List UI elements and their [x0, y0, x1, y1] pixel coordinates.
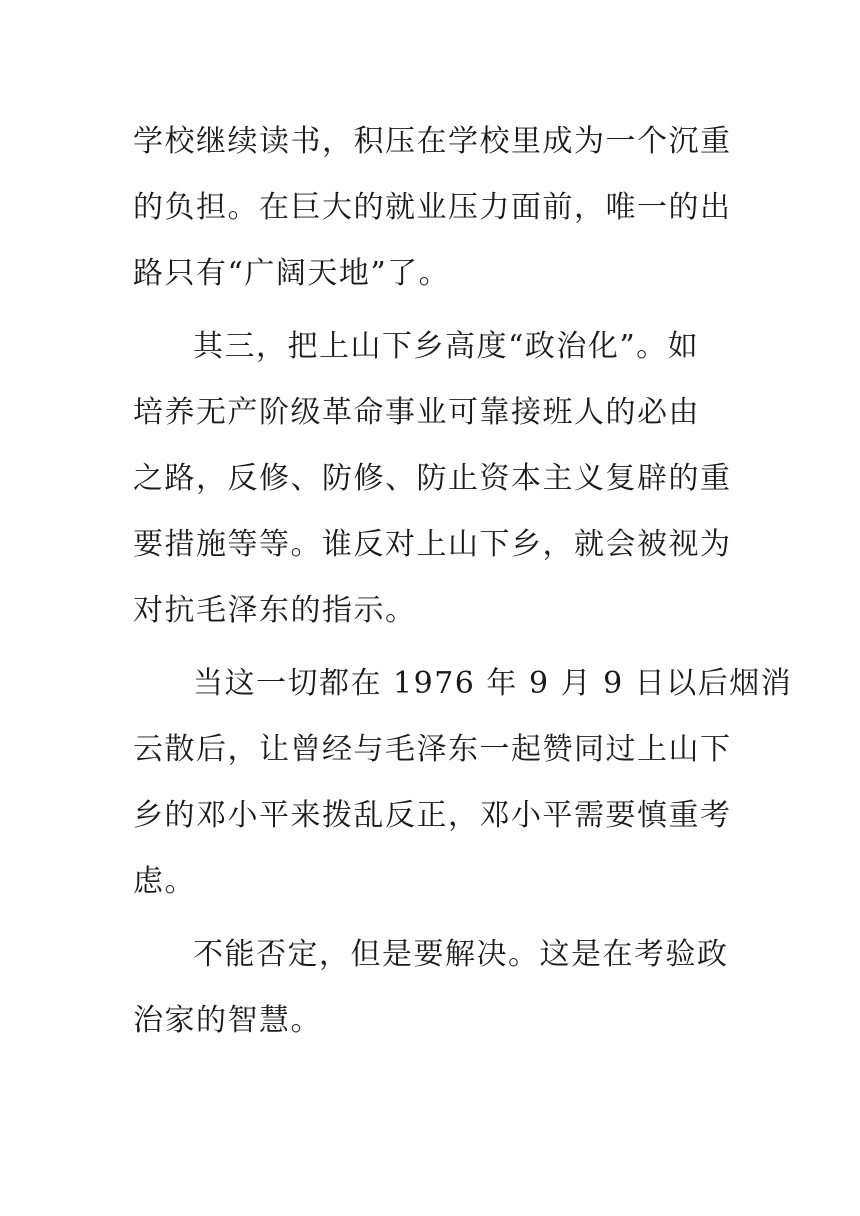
text-line: 要措施等等。谁反对上山下乡，就会被视为 [133, 527, 732, 562]
text-line: 学校继续读书，积压在学校里成为一个沉重 [133, 124, 732, 159]
text-line: 云散后，让曾经与毛泽东一起赞同过上山下 [133, 732, 732, 767]
text-line: 之路，反修、防修、防止资本主义复辟的重 [133, 461, 732, 496]
paragraph-1976 [133, 651, 793, 915]
text-line: 对抗毛泽东的指示。 [133, 593, 417, 628]
text-line: 乡的邓小平来拨乱反正，邓小平需要慎重考 [133, 798, 732, 833]
text-line: 当这一切都在 1976 年 9 月 9 日以后烟消 [193, 666, 793, 701]
text-line: 其三，把上山下乡高度“政治化”。如 [193, 329, 700, 364]
body-text [133, 109, 793, 1054]
text-line: 不能否定，但是要解决。这是在考验政 [193, 937, 729, 972]
paragraph-continuation [133, 109, 733, 307]
text-line: 治家的智慧。 [133, 1003, 322, 1038]
paragraph-conclusion [133, 922, 733, 1054]
text-line: 虑。 [133, 864, 196, 899]
text-line: 培养无产阶级革命事业可靠接班人的必由 [133, 395, 700, 430]
text-line: 路只有“广阔天地”了。 [133, 256, 451, 291]
paragraph-politicization [133, 314, 733, 644]
text-line: 的负担。在巨大的就业压力面前，唯一的出 [133, 190, 732, 225]
